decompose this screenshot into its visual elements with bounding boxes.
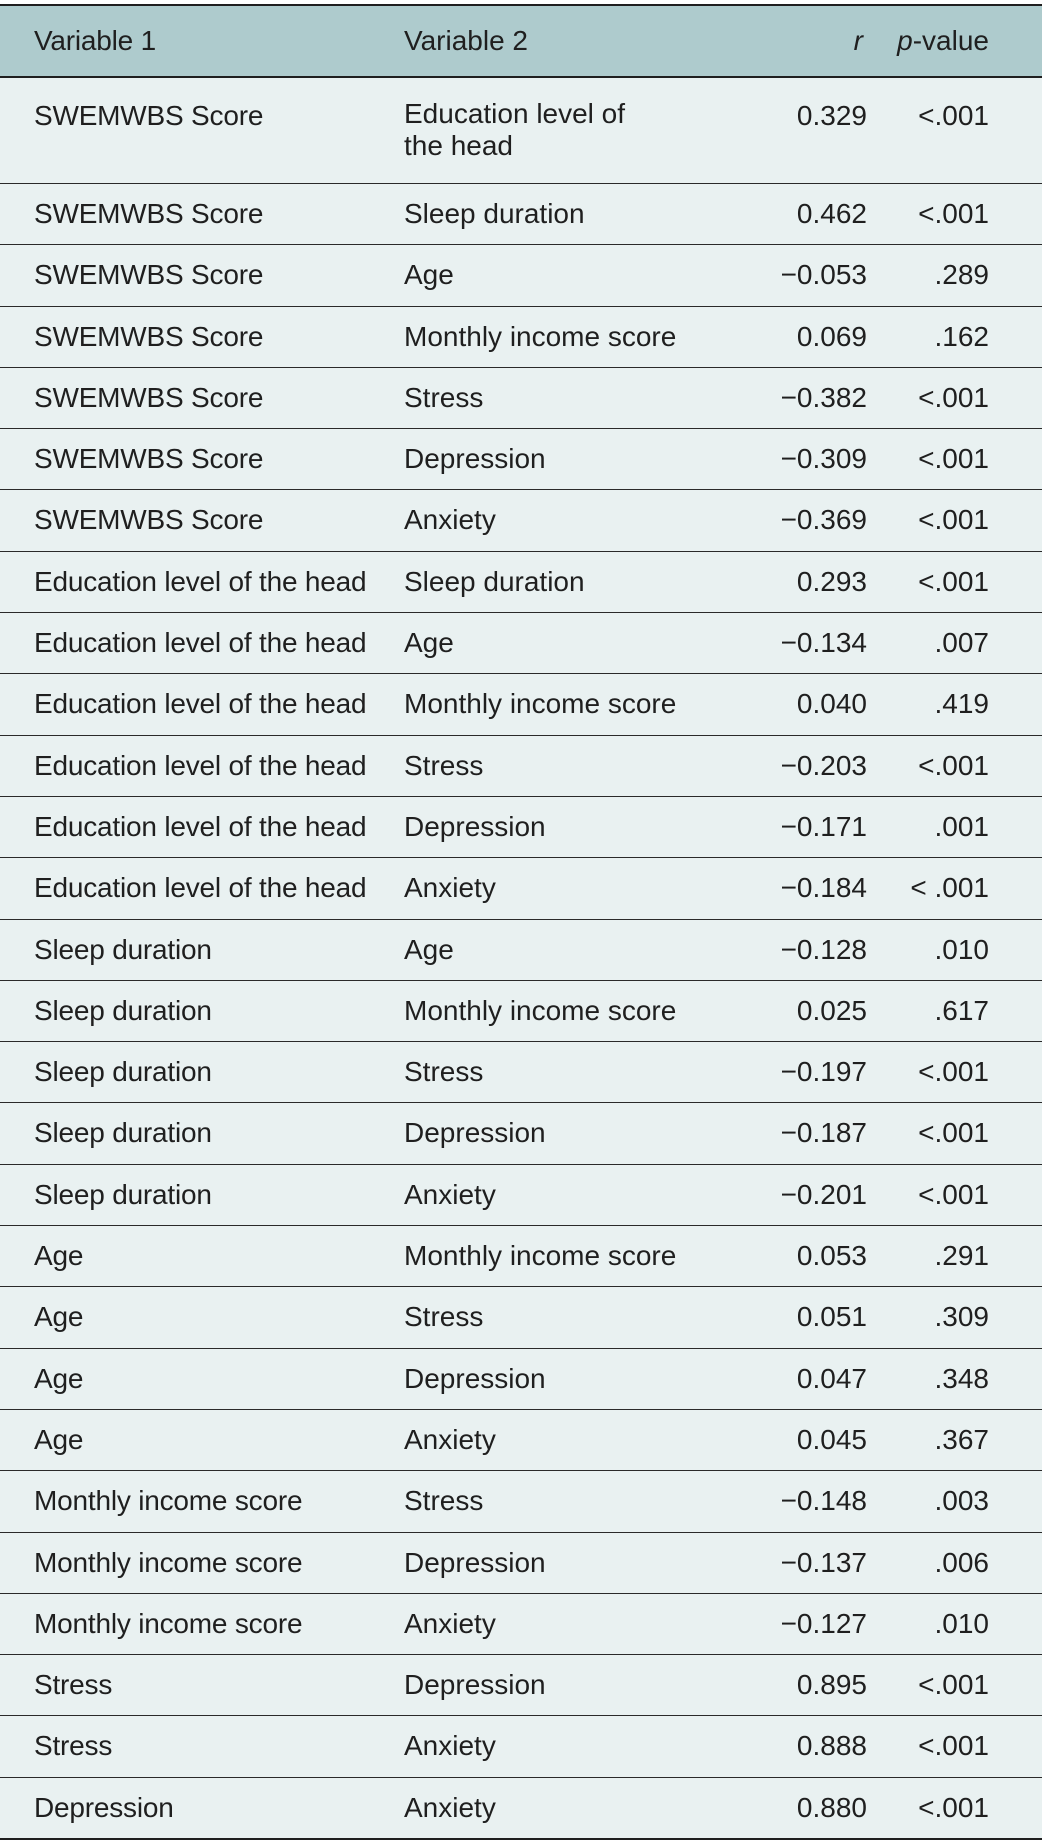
table-row: [0, 551, 1042, 612]
cell-r: 0.047: [796, 1362, 867, 1394]
cell-r: 0.895: [796, 1669, 867, 1701]
correlation-table: [0, 4, 1042, 1840]
cell-variable-2: Stress: [404, 1056, 484, 1088]
header-p-value: [867, 25, 989, 57]
cell-variable-1: Education level of the head: [34, 688, 367, 720]
cell-variable-2: Monthly income score: [404, 320, 677, 352]
cell-variable-2: Anxiety: [404, 1791, 496, 1823]
cell-variable-1: Monthly income score: [34, 1607, 303, 1639]
cell-r: −0.127: [780, 1607, 867, 1639]
table-row: [0, 1348, 1042, 1409]
table-row: [0, 919, 1042, 980]
cell-r: −0.053: [780, 259, 867, 291]
cell-p-value: <.001: [918, 100, 989, 131]
cell-r: −0.128: [780, 933, 867, 965]
cell-p-value: <.001: [918, 1669, 989, 1701]
cell-r: 0.053: [796, 1240, 867, 1272]
cell-r: 0.293: [796, 565, 867, 597]
cell-p-value: <.001: [918, 443, 989, 475]
cell-variable-1: SWEMWBS Score: [34, 259, 264, 291]
cell-variable-2: Depression: [404, 1362, 546, 1394]
cell-p-value: .010: [934, 1607, 989, 1639]
cell-variable-1: Age: [34, 1301, 84, 1333]
header-variable-2: Variable 2: [404, 25, 529, 56]
header-variable-1: Variable 1: [34, 25, 157, 56]
cell-variable-1: Age: [34, 1240, 84, 1272]
table-row: [0, 796, 1042, 857]
cell-p-value: .003: [934, 1485, 989, 1517]
table-row: [0, 1164, 1042, 1225]
table-row: [0, 306, 1042, 367]
cell-r: 0.040: [796, 688, 867, 720]
table-row: [0, 1470, 1042, 1531]
table-row: [0, 1102, 1042, 1163]
cell-p-value: <.001: [918, 504, 989, 536]
cell-variable-1: SWEMWBS Score: [34, 100, 264, 131]
cell-p-value: <.001: [918, 381, 989, 413]
table-header: [0, 6, 1042, 78]
cell-r: −0.148: [780, 1485, 867, 1517]
cell-variable-2: Age: [404, 259, 454, 291]
cell-variable-2: Sleep duration: [404, 565, 585, 597]
cell-variable-1: Education level of the head: [34, 749, 367, 781]
table-row: [0, 367, 1042, 428]
cell-r: 0.069: [796, 320, 867, 352]
cell-variable-2: Stress: [404, 749, 484, 781]
cell-p-value: <.001: [918, 1117, 989, 1149]
cell-r: −0.203: [780, 749, 867, 781]
cell-variable-1: SWEMWBS Score: [34, 320, 264, 352]
cell-p-value: <.001: [918, 1178, 989, 1210]
cell-variable-2: Monthly income score: [404, 994, 677, 1026]
cell-variable-2: Age: [404, 933, 454, 965]
cell-variable-1: SWEMWBS Score: [34, 504, 264, 536]
cell-variable-2: Anxiety: [404, 1607, 496, 1639]
cell-variable-2: Anxiety: [404, 1178, 496, 1210]
table-row: [0, 183, 1042, 244]
table-body: [0, 78, 1042, 1838]
cell-r: −0.184: [780, 872, 867, 904]
cell-p-value: <.001: [918, 1056, 989, 1088]
table-row: [0, 428, 1042, 489]
table-row: [0, 489, 1042, 550]
table-row: [0, 857, 1042, 918]
cell-variable-2: Stress: [404, 1301, 484, 1333]
cell-r: 0.045: [796, 1423, 867, 1455]
table-row: [0, 1286, 1042, 1347]
table-row: [0, 1715, 1042, 1776]
cell-variable-1: Monthly income score: [34, 1485, 303, 1517]
cell-variable-1: Age: [34, 1362, 84, 1394]
cell-r: 0.329: [796, 100, 867, 131]
table-row: [0, 1041, 1042, 1102]
cell-p-value: .006: [934, 1546, 989, 1578]
cell-r: −0.171: [780, 810, 867, 842]
cell-variable-2: Stress: [404, 1485, 484, 1517]
cell-r: 0.888: [796, 1730, 867, 1762]
cell-p-value: <.001: [918, 565, 989, 597]
cell-variable-1: Education level of the head: [34, 872, 367, 904]
cell-variable-2: Anxiety: [404, 1423, 496, 1455]
table-row: [0, 1777, 1042, 1838]
cell-variable-2: Sleep duration: [404, 198, 585, 229]
cell-p-value: <.001: [918, 1791, 989, 1823]
cell-r: −0.137: [780, 1546, 867, 1578]
cell-p-value: .309: [934, 1301, 989, 1333]
cell-variable-1: Stress: [34, 1669, 113, 1701]
cell-p-value: .001: [934, 810, 989, 842]
cell-variable-2: Depression: [404, 1117, 546, 1149]
cell-r: −0.187: [780, 1117, 867, 1149]
table-row: [0, 244, 1042, 305]
cell-p-value: .367: [934, 1423, 989, 1455]
table-row: [0, 1225, 1042, 1286]
cell-variable-2: Depression: [404, 1546, 546, 1578]
cell-variable-1: Sleep duration: [34, 1056, 212, 1088]
table-row: [0, 78, 1042, 183]
cell-variable-2: Anxiety: [404, 504, 496, 536]
cell-r: −0.369: [780, 504, 867, 536]
cell-variable-2: Depression: [404, 810, 546, 842]
table-row: [0, 1532, 1042, 1593]
cell-r: 0.462: [796, 198, 867, 229]
cell-variable-1: Education level of the head: [34, 627, 367, 659]
table-row: [0, 1593, 1042, 1654]
table-row: [0, 1654, 1042, 1715]
cell-variable-2: Age: [404, 627, 454, 659]
cell-variable-1: Education level of the head: [34, 565, 367, 597]
cell-r: 0.880: [796, 1791, 867, 1823]
cell-variable-1: Monthly income score: [34, 1546, 303, 1578]
cell-p-value: .010: [934, 933, 989, 965]
cell-variable-2: Anxiety: [404, 1730, 496, 1762]
cell-p-value: .007: [934, 627, 989, 659]
table-row: [0, 735, 1042, 796]
cell-variable-1: Sleep duration: [34, 933, 212, 965]
cell-variable-2: Monthly income score: [404, 1240, 677, 1272]
cell-p-value: .617: [934, 994, 989, 1026]
cell-r: −0.134: [780, 627, 867, 659]
cell-p-value: <.001: [918, 1730, 989, 1762]
cell-variable-1: Sleep duration: [34, 994, 212, 1026]
table-row: [0, 612, 1042, 673]
cell-p-value: .419: [934, 688, 989, 720]
cell-p-value: < .001: [910, 872, 989, 904]
cell-p-value: .289: [934, 259, 989, 291]
cell-variable-1: Depression: [34, 1791, 174, 1823]
header-p-suffix: -value: [912, 25, 989, 56]
cell-variable-1: SWEMWBS Score: [34, 198, 264, 229]
table-row: [0, 1409, 1042, 1470]
cell-p-value: .348: [934, 1362, 989, 1394]
cell-variable-2: Education level of the head: [404, 98, 626, 161]
cell-variable-2: Anxiety: [404, 872, 496, 904]
cell-variable-2: Monthly income score: [404, 688, 677, 720]
cell-variable-2: Depression: [404, 1669, 546, 1701]
cell-variable-1: Sleep duration: [34, 1178, 212, 1210]
cell-r: 0.025: [796, 994, 867, 1026]
cell-r: −0.201: [780, 1178, 867, 1210]
cell-r: 0.051: [796, 1301, 867, 1333]
cell-variable-1: Sleep duration: [34, 1117, 212, 1149]
cell-p-value: .291: [934, 1240, 989, 1272]
cell-variable-1: Age: [34, 1423, 84, 1455]
header-r: r: [853, 25, 863, 56]
cell-variable-1: Education level of the head: [34, 810, 367, 842]
cell-variable-1: SWEMWBS Score: [34, 381, 264, 413]
cell-r: −0.309: [780, 443, 867, 475]
cell-variable-2: Stress: [404, 381, 484, 413]
cell-variable-1: SWEMWBS Score: [34, 443, 264, 475]
cell-p-value: <.001: [918, 198, 989, 229]
cell-p-value: .162: [934, 320, 989, 352]
table-row: [0, 673, 1042, 734]
table-row: [0, 980, 1042, 1041]
header-p-letter: p: [897, 25, 913, 56]
cell-variable-1: Stress: [34, 1730, 113, 1762]
cell-r: −0.382: [780, 381, 867, 413]
cell-p-value: <.001: [918, 749, 989, 781]
cell-variable-2: Depression: [404, 443, 546, 475]
cell-r: −0.197: [780, 1056, 867, 1088]
